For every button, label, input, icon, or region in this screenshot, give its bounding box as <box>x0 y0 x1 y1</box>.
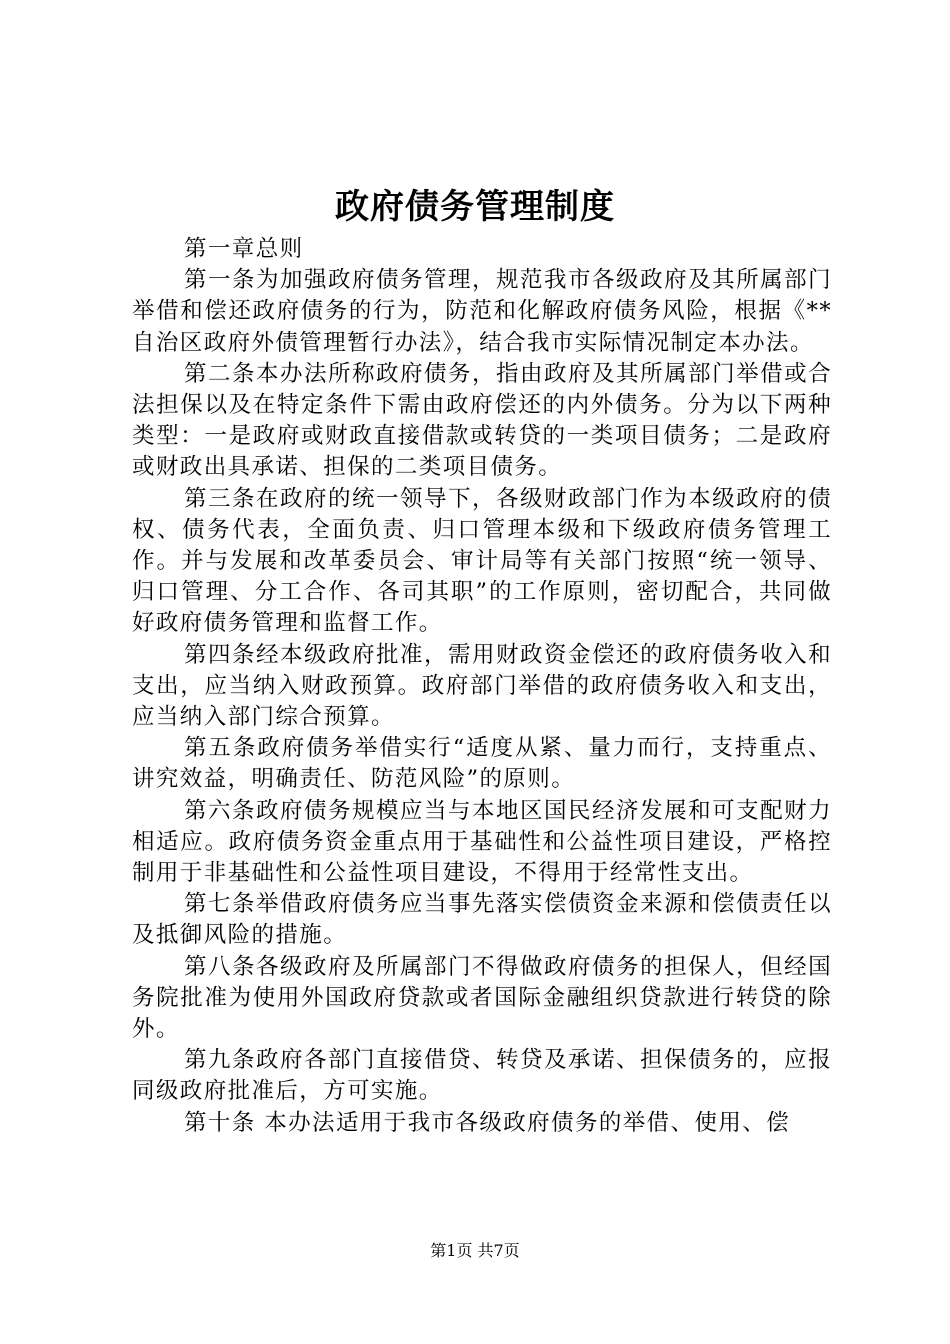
document-body <box>132 234 832 1139</box>
article-8: 第八条各级政府及所属部门不得做政府债务的担保人，但经国务院批准为使用外国政府贷款或者国际金融组织贷款进行转贷的除外。 <box>132 953 832 1043</box>
article-1: 第一条为加强政府债务管理，规范我市各级政府及其所属部门举借和偿还政府债务的行为，防范和化解政府债务风险，根据《**自治区政府外债管理暂行办法》，结合我市实际情况制定本办法。 <box>132 267 832 356</box>
article-6: 第六条政府债务规模应当与本地区国民经济发展和可支配财力相适应。政府债务资金重点用于基础性和公益性项目建设，严格控制用于非基础性和公益性项目建设，不得用于经常性支出。 <box>132 797 832 887</box>
article-10: 第十条 本办法适用于我市各级政府债务的举借、使用、偿 <box>184 1109 791 1136</box>
page-number-footer: 第1页 共7页 <box>430 1241 520 1260</box>
article-3: 第三条在政府的统一领导下，各级财政部门作为本级政府的债权、债务代表，全面负责、归口管理本级和下级政府债务管理工作。并与发展和改革委员会、审计局等有关部门按照“统一领导、归口管理、分工合作、各司其职”的工作原则，密切配合，共同做好政府债务管理和监督工作。 <box>132 485 832 637</box>
article-2: 第二条本办法所称政府债务，指由政府及其所属部门举借或合法担保以及在特定条件下需由政府偿还的内外债务。分为以下两种类型：一是政府或财政直接借款或转贷的一类项目债务；二是政府或财政出具承诺、担保的二类项目债务。 <box>132 360 832 481</box>
article-9: 第九条政府各部门直接借贷、转贷及承诺、担保债务的，应报同级政府批准后，方可实施。 <box>132 1047 832 1105</box>
chapter-heading: 第一章总则 <box>184 236 304 262</box>
article-4: 第四条经本级政府批准，需用财政资金偿还的政府债务收入和支出，应当纳入财政预算。政府部门举借的政府债务收入和支出，应当纳入部门综合预算。 <box>132 641 832 731</box>
article-5: 第五条政府债务举借实行“适度从紧、量力而行，支持重点、讲究效益，明确责任、防范风险”的原则。 <box>132 735 832 793</box>
document-title: 政府债务管理制度 <box>335 187 615 227</box>
article-7: 第七条举借政府债务应当事先落实偿债资金来源和偿债责任以及抵御风险的措施。 <box>132 891 832 949</box>
